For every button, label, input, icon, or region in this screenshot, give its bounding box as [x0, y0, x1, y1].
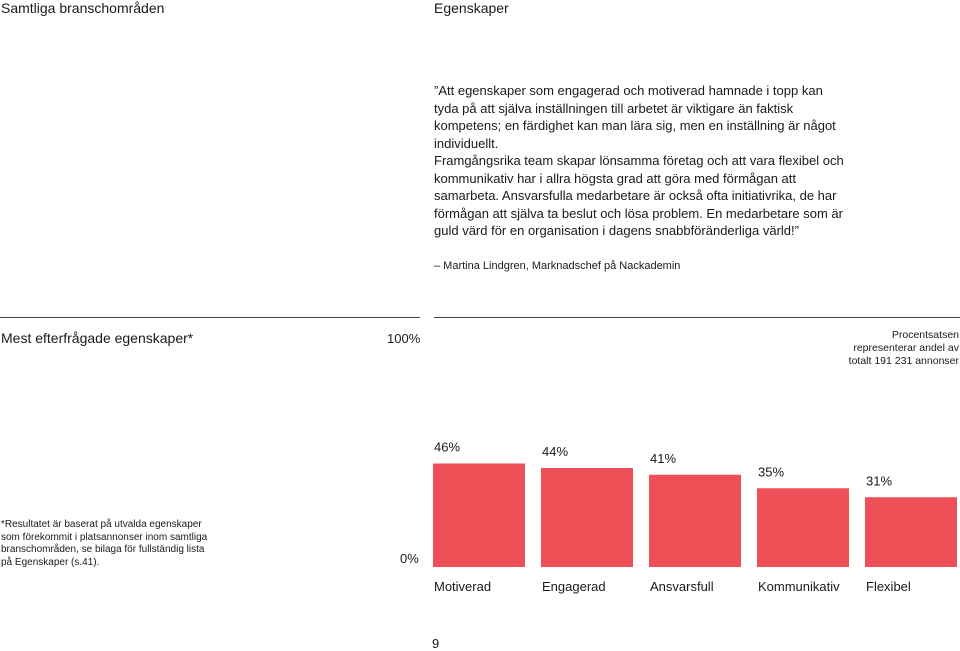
bar-flexibel	[865, 497, 957, 567]
bar-value-label: 31%	[866, 473, 893, 489]
bar-value-label: 44%	[542, 444, 569, 459]
quote-attribution: – Martina Lindgren, Marknadschef på Nackademin	[434, 260, 681, 272]
category-label: Engagerad	[542, 579, 606, 594]
bar-kommunikativ	[757, 488, 849, 567]
page-number: 9	[432, 636, 440, 651]
percentage-note: Procentsatsen representerar andel av totalt 191 231 annonser	[848, 329, 959, 367]
bar-ansvarsfull	[649, 475, 741, 567]
bar-value-label: 46%	[434, 439, 461, 455]
bar-value-label: 35%	[758, 464, 785, 480]
divider-right	[434, 317, 960, 318]
bar-chart	[420, 420, 960, 605]
bar-motiverad	[433, 464, 525, 568]
category-label: Flexibel	[866, 579, 911, 594]
bar-engagerad	[541, 468, 633, 567]
footnote: *Resultatet är baserat på utvalda egenskaper som förekommit i platsannonser inom samtliga branschområden, se bilaga för fullständig lista på Egenskaper (s.41).	[1, 519, 208, 568]
category-label: Kommunikativ	[758, 579, 840, 594]
category-label: Motiverad	[434, 579, 492, 594]
page-heading: Egenskaper	[434, 0, 509, 16]
chart-title: Mest efterfrågade egenskaper*	[1, 330, 194, 346]
axis-min-label: 0%	[400, 551, 419, 566]
quote-paragraph-2: Framgångsrika team skapar lönsamma företag och att vara flexibel och kommunikativ har i allra högsta grad att göra med förmågan att samarbeta. Ansvarsfulla medarbetare är också ofta initiativrika, de har förmågan att själva ta beslut och lösa problem. En medarbetare som är guld värd för en organisation i dagens snabbföränderliga värld!”	[434, 153, 844, 238]
axis-max-label: 100%	[387, 331, 421, 346]
bar-value-label: 41%	[650, 450, 677, 466]
quote-paragraph-1: ”Att egenskaper som engagerad och motiverad hamnade i topp kan tyda på att själva inställningen till arbetet är viktigare än faktisk kompetens; en färdighet kan man lära sig, men en inställning är något individuellt.	[434, 83, 836, 151]
category-label: Ansvarsfull	[650, 579, 714, 594]
section-title: Samtliga branschområden	[1, 0, 165, 16]
divider-left	[0, 317, 420, 318]
